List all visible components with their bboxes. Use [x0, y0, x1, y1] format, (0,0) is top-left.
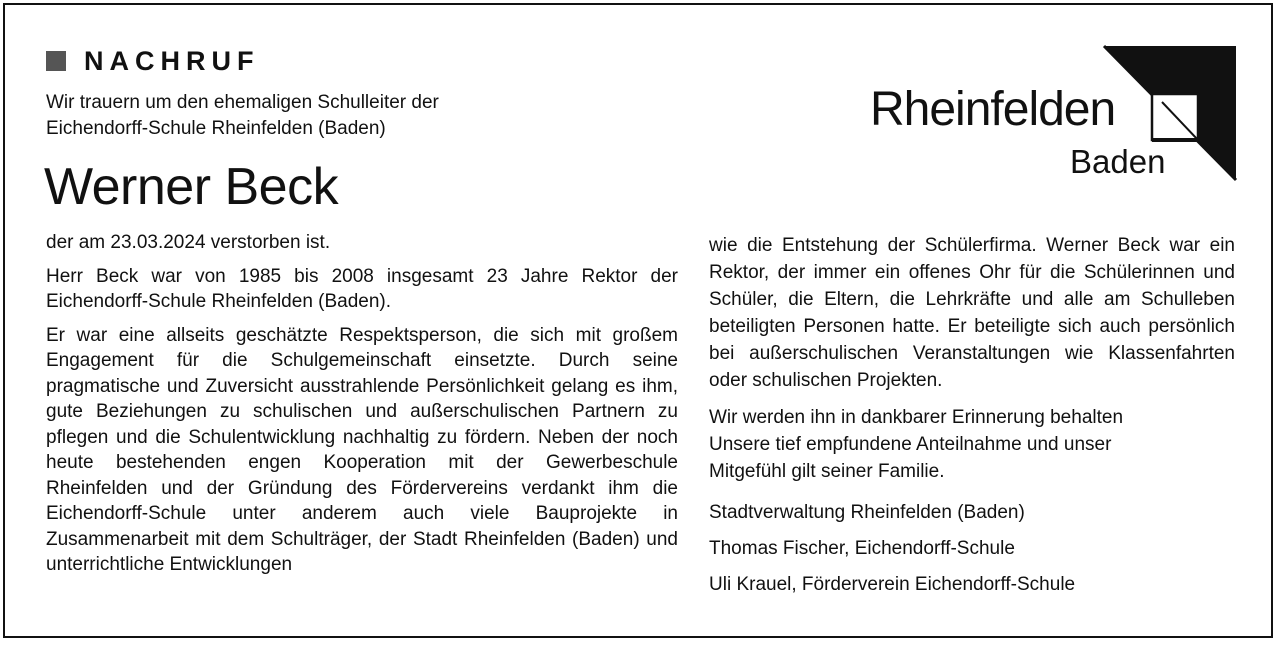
- deceased-name: Werner Beck: [44, 158, 339, 216]
- signature-association: Uli Krauel, Förderverein Eichendorff-Schule: [709, 574, 1076, 595]
- signature-school: Thomas Fischer, Eichendorff-Schule: [709, 538, 1015, 559]
- signature-city-administration: Stadtverwaltung Rheinfelden (Baden): [709, 502, 1025, 523]
- intro-text: [46, 90, 646, 142]
- logo-region: Baden: [1070, 143, 1166, 180]
- intro-line-2: Eichendorff-Schule Rheinfelden (Baden): [46, 118, 386, 139]
- headline: NACHRUF: [84, 45, 260, 76]
- logo-city-name: Rheinfelden: [870, 83, 1116, 136]
- condolence-line-1: Wir werden ihn in dankbarer Erinnerung behalten: [709, 407, 1124, 428]
- square-bullet-icon: [46, 51, 66, 71]
- condolence-line-3: Mitgefühl gilt seiner Familie.: [709, 461, 945, 482]
- left-column: [46, 230, 678, 586]
- condolence-line-2: Unsere tief empfundene Anteilnahme und unser: [709, 434, 1112, 455]
- paragraph-character: Er war eine allseits geschätzte Respektsperson, die sich mit großem Engagement für die Schulgemeinschaft einsetzte. Durch seine pragmatische und Zuversicht ausstrahlende Persönlichkeit gelang es ihm, gute Beziehungen zu schulischen und außerschulischen Partnern zu pflegen und die Schulentwicklung nachhaltig zu fördern. Neben der noch heute bestehenden engen Kooperation mit der Gewerbeschule Rheinfelden und der Gründung des Fördervereins verdankt ihm die Eichendorff-Schule unter anderem auch viele Bauprojekte in Zusammenarbeit mit dem Schulträger, der Stadt Rheinfelden (Baden) und unterrichtliche Entwicklungen: [46, 324, 678, 575]
- signature-block: [709, 495, 1235, 603]
- paragraph-condolence: [709, 404, 1235, 485]
- right-column: [709, 232, 1235, 603]
- intro-line-1: Wir trauern um den ehemaligen Schulleiter der: [46, 92, 439, 113]
- city-logo: [870, 44, 1240, 184]
- paragraph-death-date: der am 23.03.2024 verstorben ist.: [46, 232, 331, 253]
- obituary-header: [46, 46, 259, 76]
- paragraph-tenure: Herr Beck war von 1985 bis 2008 insgesamt 23 Jahre Rektor der Eichendorff-Schule Rheinfelden (Baden).: [46, 265, 678, 312]
- paragraph-continuation: wie die Entstehung der Schülerfirma. Werner Beck war ein Rektor, der immer ein offenes Ohr für die Schülerinnen und Schüler, die Eltern, die Lehrkräfte und alle am Schulleben beteiligten Personen hatte. Er beteiligte sich auch persönlich bei außerschulischen Veranstaltungen wie Klassenfahrten oder schulischen Projekten.: [709, 235, 1235, 391]
